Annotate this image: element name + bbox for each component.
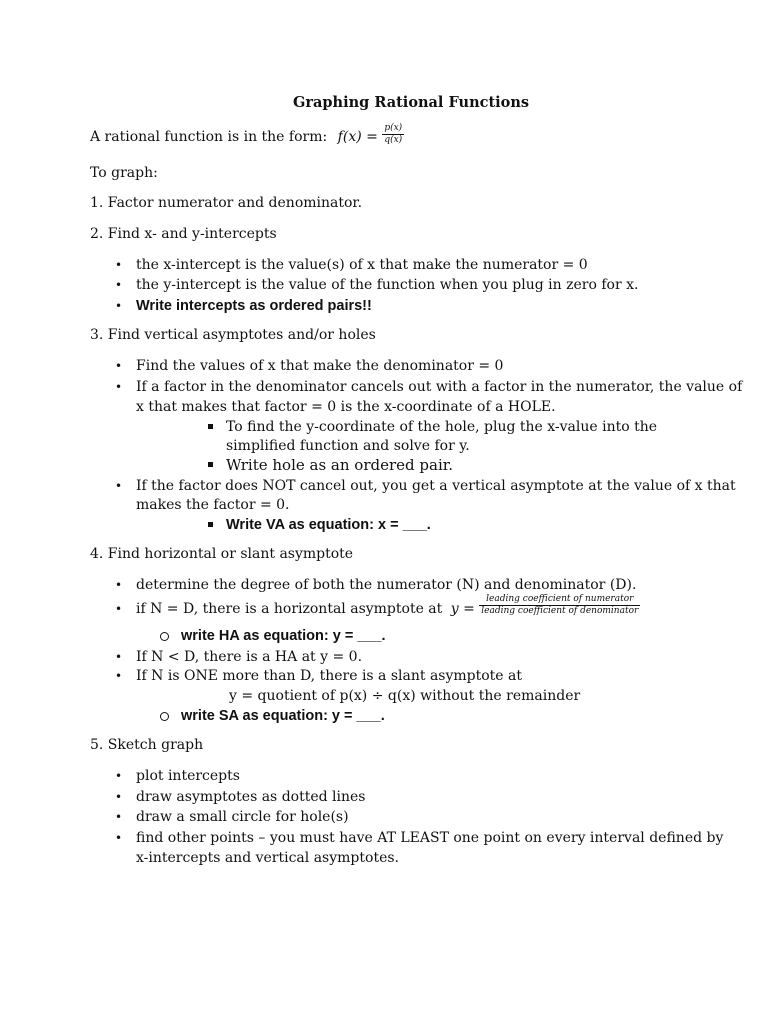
list-item: the y-intercept is the value of the function when you plug in zero for x. xyxy=(136,277,639,293)
bullet-icon: • xyxy=(115,602,123,616)
step-5: 5. Sketch graph xyxy=(90,737,204,753)
square-bullet-icon xyxy=(208,462,213,467)
square-bullet-icon xyxy=(208,424,213,429)
bullet-icon: • xyxy=(115,669,123,683)
sub-item: write HA as equation: y = ___. xyxy=(181,628,386,644)
square-bullet-icon xyxy=(208,522,213,527)
list-item: If N is ONE more than D, there is a slant asymptote at xyxy=(136,668,523,684)
list-item: draw a small circle for hole(s) xyxy=(136,809,349,825)
ha-numerator: leading coefficient of numerator xyxy=(479,594,640,606)
ha-denominator: leading coefficient of denominator xyxy=(481,605,639,616)
list-item-continued: y = quotient of p(x) ÷ q(x) without the remainder xyxy=(229,688,581,704)
list-item-continued: x-intercepts and vertical asymptotes. xyxy=(136,850,399,866)
list-item: find other points – you must have AT LEAST one point on every interval defined by xyxy=(136,830,724,846)
ha-text: if N = D, there is a horizontal asymptote at xyxy=(136,601,443,617)
bullet-icon: • xyxy=(115,831,123,845)
intro-line xyxy=(90,122,404,146)
page-title: Graphing Rational Functions xyxy=(293,94,530,111)
bullet-icon: • xyxy=(115,578,123,592)
formula-lhs: f(x) = xyxy=(337,129,378,145)
bullet-icon: • xyxy=(115,479,123,493)
list-item-continued: x that makes that factor = 0 is the x-coordinate of a HOLE. xyxy=(136,399,556,415)
step-4: 4. Find horizontal or slant asymptote xyxy=(90,546,354,562)
bullet-icon: • xyxy=(115,380,123,394)
bullet-icon: • xyxy=(115,278,123,292)
list-item xyxy=(136,593,640,618)
ha-fraction xyxy=(479,594,640,617)
list-item: Find the values of x that make the denominator = 0 xyxy=(136,358,504,374)
formula-fraction xyxy=(382,123,404,146)
circle-bullet-icon xyxy=(160,632,169,641)
bullet-icon: • xyxy=(115,650,123,664)
list-item: If the factor does NOT cancel out, you get a vertical asymptote at the value of x that xyxy=(136,478,736,494)
list-item: If a factor in the denominator cancels out with a factor in the numerator, the value of xyxy=(136,379,743,395)
bullet-icon: • xyxy=(115,299,123,313)
list-item-continued: makes the factor = 0. xyxy=(136,497,290,513)
sub-item: To find the y-coordinate of the hole, plug the x-value into the xyxy=(226,419,658,435)
ha-y: y = xyxy=(450,601,475,617)
bullet-icon: • xyxy=(115,810,123,824)
list-item: Write intercepts as ordered pairs!! xyxy=(136,298,372,314)
list-item: draw asymptotes as dotted lines xyxy=(136,789,366,805)
bullet-icon: • xyxy=(115,769,123,783)
bullet-icon: • xyxy=(115,790,123,804)
sub-item: write SA as equation: y = ___. xyxy=(181,708,385,724)
to-graph-heading: To graph: xyxy=(90,165,158,181)
sub-item-continued: simplified function and solve for y. xyxy=(226,438,470,454)
bullet-icon: • xyxy=(115,258,123,272)
intro-text: A rational function is in the form: xyxy=(90,129,328,145)
circle-bullet-icon xyxy=(160,712,169,721)
sub-item: Write hole as an ordered pair. xyxy=(226,456,454,474)
bullet-icon: • xyxy=(115,359,123,373)
list-item: plot intercepts xyxy=(136,768,240,784)
step-3: 3. Find vertical asymptotes and/or holes xyxy=(90,327,376,343)
list-item: the x-intercept is the value(s) of x that make the numerator = 0 xyxy=(136,257,588,273)
list-item: If N < D, there is a HA at y = 0. xyxy=(136,649,363,665)
step-1: 1. Factor numerator and denominator. xyxy=(90,195,363,211)
formula-numerator: p(x) xyxy=(384,122,403,133)
sub-item: Write VA as equation: x = ___. xyxy=(226,517,431,533)
list-item: determine the degree of both the numerator (N) and denominator (D). xyxy=(136,577,637,593)
step-2: 2. Find x- and y-intercepts xyxy=(90,226,277,242)
formula-denominator: q(x) xyxy=(384,134,403,145)
